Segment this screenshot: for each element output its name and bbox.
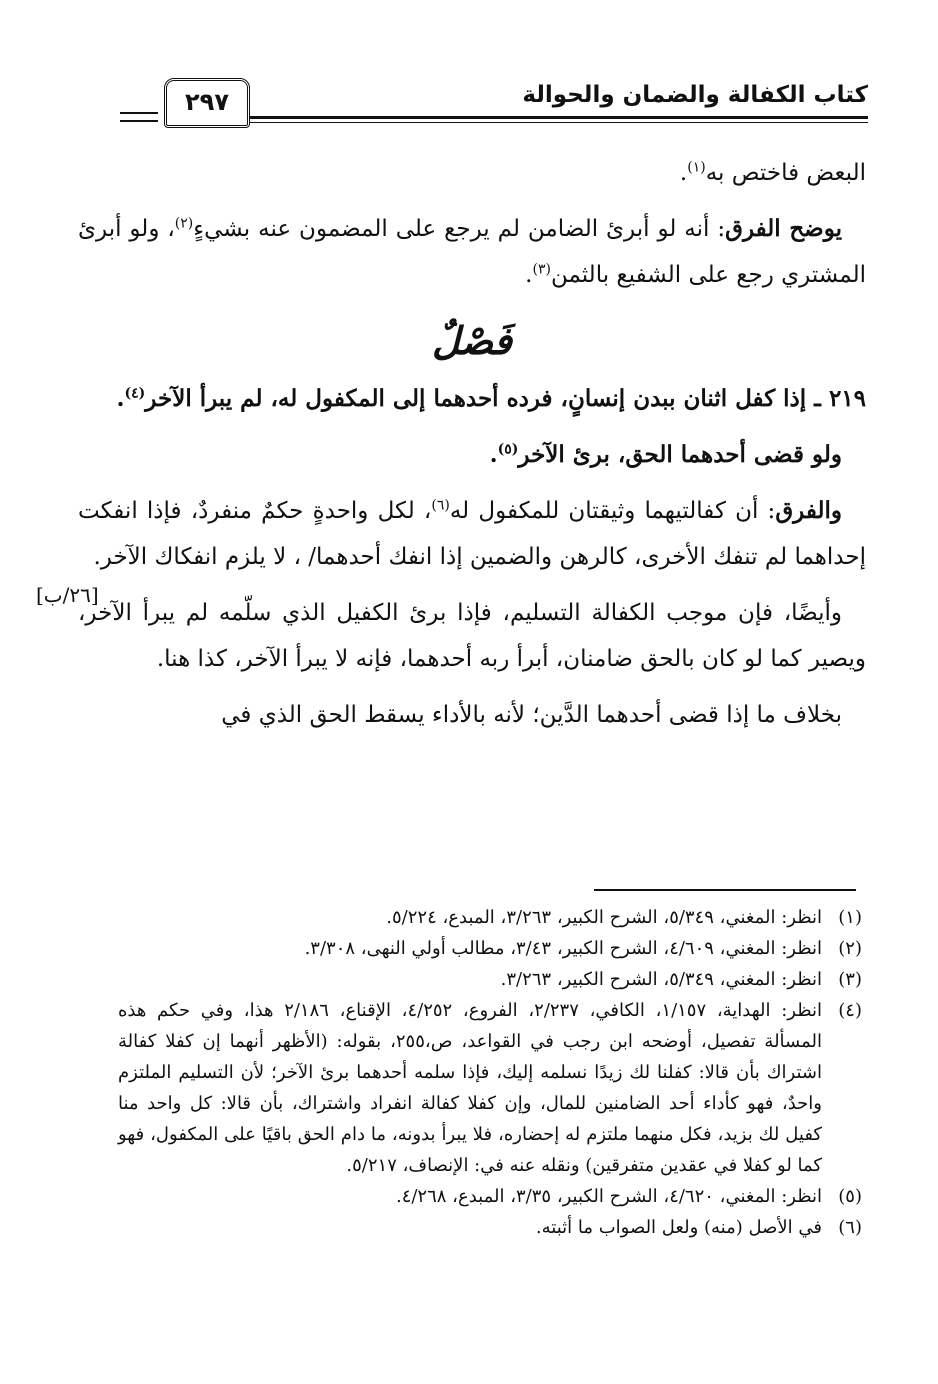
margin-folio-note: [٢٦/ب] <box>36 583 99 607</box>
footnote-ref: (١) <box>687 159 706 176</box>
paragraph-end: . <box>489 441 498 468</box>
main-text <box>78 150 866 748</box>
footnote-number: (٤) <box>838 1000 862 1021</box>
footnote-text: انظر: المغني، ٤/٦٢٠، الشرح الكبير، ٣/٣٥، المبدع، ٤/٢٦٨. <box>395 1186 822 1207</box>
chapter-title: كتاب الكفالة والضمان والحوالة <box>522 82 868 108</box>
footnote-ref: (٣) <box>532 261 551 278</box>
paragraph-end: . <box>116 385 125 412</box>
footnote <box>118 902 862 933</box>
paragraph-text: : أن كفالتيهما وثيقتان للمكفول له <box>449 498 776 524</box>
footnote-ref: (٥) <box>497 441 519 458</box>
paragraph-end: . <box>525 262 533 288</box>
paragraph-4 <box>78 432 866 478</box>
footnote-separator <box>594 889 856 891</box>
footnote-number: (٢) <box>838 938 862 959</box>
paragraph-text: ولو قضى أحدهما الحق، برئ الآخر <box>518 441 842 468</box>
footnote-number: (٥) <box>838 1186 862 1207</box>
paragraph-2 <box>78 206 866 298</box>
paragraph-lead: يوضح الفرق <box>725 215 842 242</box>
paragraph-end: . <box>679 160 688 186</box>
page-header <box>120 78 868 128</box>
header-dash-lower <box>120 120 158 122</box>
footnote-text: انظر: المغني، ٥/٣٤٩، الشرح الكبير، ٣/٢٦٣. <box>500 969 822 990</box>
footnote-text: انظر: المغني، ٥/٣٤٩، الشرح الكبير، ٣/٢٦٣، المبدع، ٥/٢٢٤. <box>386 907 822 928</box>
paragraph-lead: والفرق <box>775 497 842 524</box>
footnote <box>118 964 862 995</box>
paragraph-1 <box>78 150 866 196</box>
paragraph-3 <box>78 376 866 422</box>
footnote-number: (٣) <box>838 969 862 990</box>
paragraph-6: وأيضًا، فإن موجب الكفالة التسليم، فإذا برئ الكفيل الذي سلّمه لم يبرأ الآخر، ويصير كما لو كان بالحق ضامنان، أبرأ ربه أحدهما، فإنه لا يبرأ الآخر، كذا هنا. <box>78 600 866 672</box>
footnote-text: انظر: المغني، ٤/٦٠٩، الشرح الكبير، ٣/٤٣، مطالب أولي النهى، ٣/٣٠٨. <box>304 938 822 959</box>
footnote-number: (١) <box>838 907 862 928</box>
paragraph-text: ٢١٩ ـ إذا كفل اثنان ببدن إنسانٍ، فرده أحدهما إلى المكفول له، لم يبرأ الآخر <box>145 385 866 412</box>
footnote-ref: (٦) <box>431 497 450 514</box>
header-rule-thin <box>250 122 868 123</box>
paragraph-text: ، ولو أبرئ المشتري رجع على الشفيع بالثمن <box>78 216 866 288</box>
footnote-ref: (٤) <box>124 385 146 402</box>
paragraph-5 <box>78 488 866 580</box>
footnote <box>118 933 862 964</box>
section-heading: فَصْلٌ <box>432 318 512 363</box>
paragraph-text: ، لكل واحدةٍ حكمٌ منفردٌ، فإذا انفكت إحداهما لم تنفك الأخرى، كالرهن والضمين إذا انفك أحدهما/ ، لا يلزم انفكاك الآخر. <box>78 498 866 570</box>
footnote-text: انظر: الهداية، ١/١٥٧، الكافي، ٢/٢٣٧، الفروع، ٤/٢٥٢، الإقناع، ٢/١٨٦ هذا، وفي حكم هذه المسألة تفصيل، أوضحه ابن رجب في القواعد، ص،٢٥٥، بقوله: (الأظهر أنهما إن كفلا كفالة اشتراك بأن قالا: كفلنا لك زيدًا نسلمه إليك، فإذا سلمه أحدهما برئ الآخر؛ لأن التسليم الملتزم واحدٌ، فهو كأداء أحد الضامنين للمال، وإن كفلا كفالة انفراد واشتراك، بأن قالا: كل واحد منا كفيل لك بزيد، فكل منهما ملتزم له إحضاره، فلا يبرأ بدونه، ما دام الحق باقيًا على المكفول، فهو كما لو كفلا في عقدين متفرقين) ونقله عنه في: الإنصاف، ٥/٢١٧. <box>118 1000 822 1176</box>
footnote-ref: (٢) <box>174 215 194 232</box>
footnotes <box>118 902 862 1243</box>
footnote-text: في الأصل (منه) ولعل الصواب ما أثبته. <box>535 1217 822 1238</box>
paragraph-text: البعض فاختص به <box>705 160 866 186</box>
footnote <box>118 995 862 1181</box>
footnote-number: (٦) <box>838 1217 862 1238</box>
header-rule-thick <box>250 116 868 119</box>
footnote <box>118 1181 862 1212</box>
paragraph-7: بخلاف ما إذا قضى أحدهما الدَّين؛ لأنه بالأداء يسقط الحق الذي في <box>221 702 842 728</box>
paragraph-text: : أنه لو أبرئ الضامن لم يرجع على المضمون عنه بشيءٍ <box>193 216 726 242</box>
header-dash-upper <box>120 112 158 114</box>
page-number: ٢٩٧ <box>164 78 250 128</box>
footnote <box>118 1212 862 1243</box>
